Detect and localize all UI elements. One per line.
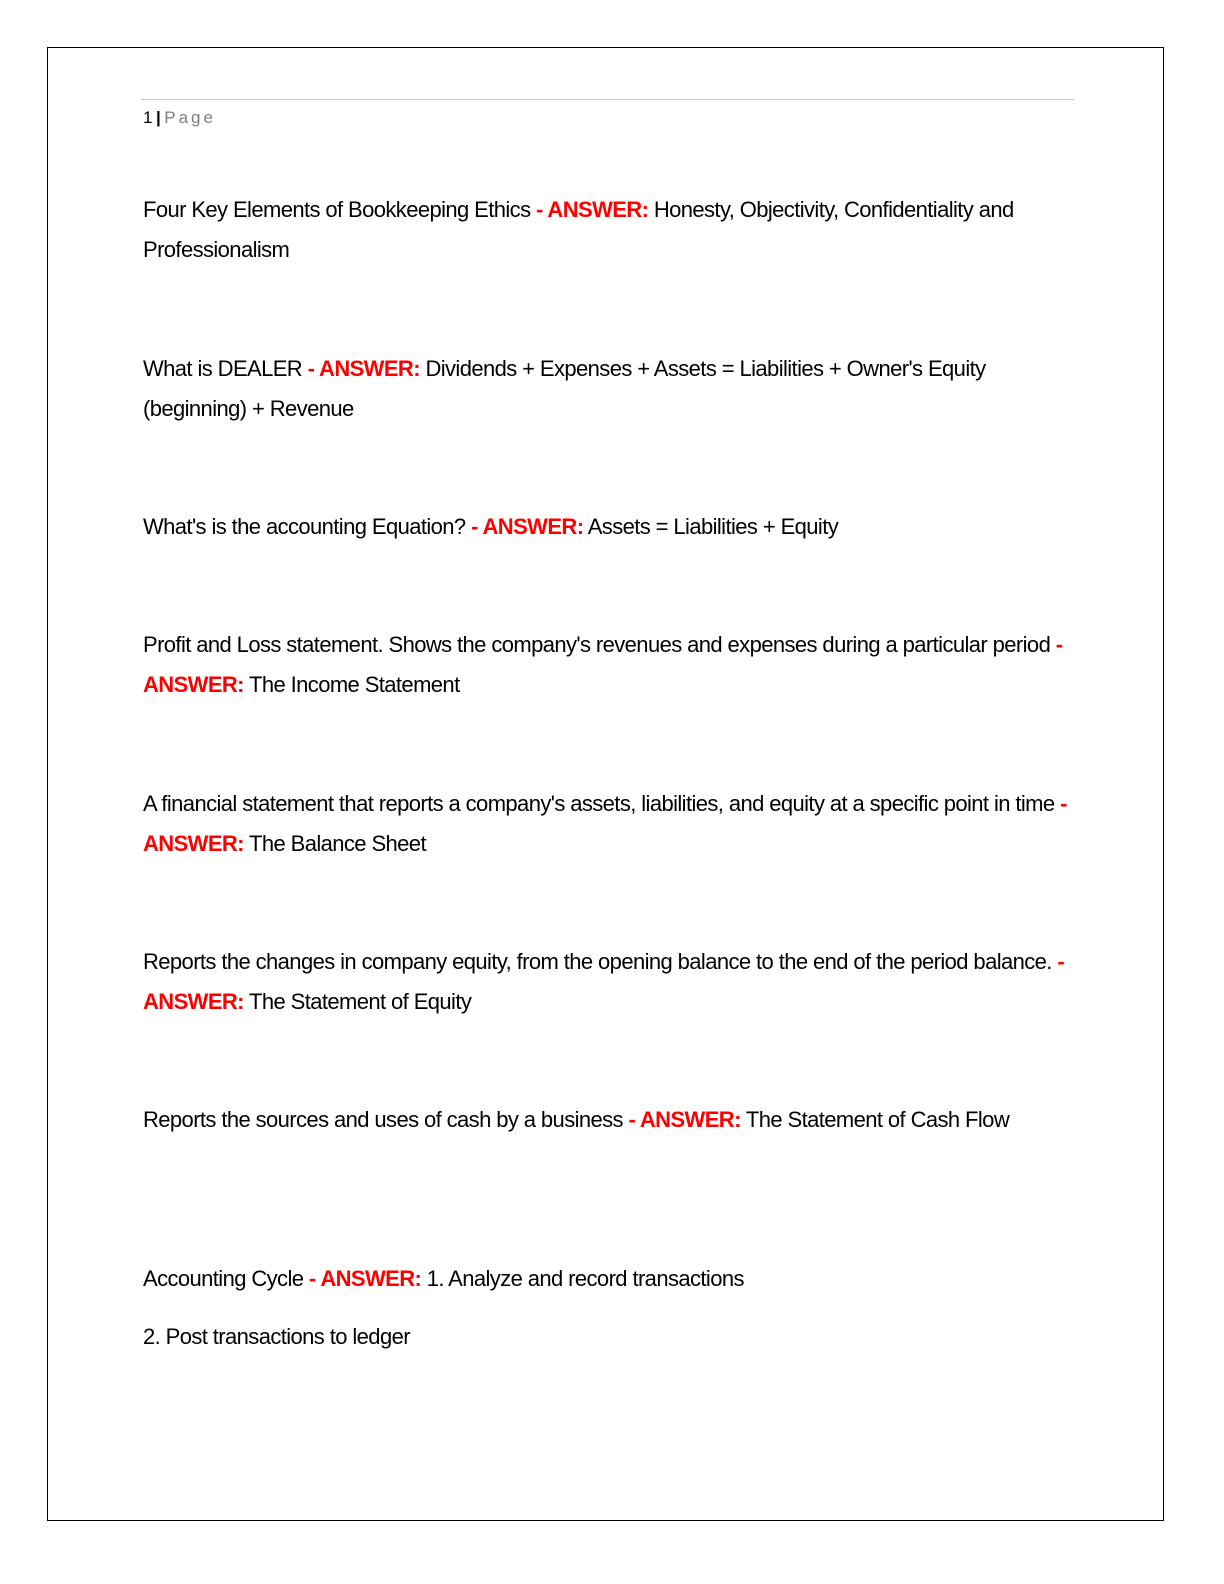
qa-item xyxy=(143,190,1093,270)
answer-label: - ANSWER: xyxy=(307,356,420,381)
answer-text: The Income Statement xyxy=(243,672,460,697)
question-text: A financial statement that reports a company's assets, liabilities, and equity at a specific point in time xyxy=(143,791,1061,816)
answer-text: Dividends + Expenses + Assets = Liabilities + Owner's Equity (beginning) + Revenue xyxy=(143,356,986,421)
page-number-separator: | xyxy=(155,108,162,127)
qa-item xyxy=(143,349,1093,429)
question-text: Accounting Cycle xyxy=(143,1266,309,1291)
answer-text: The Balance Sheet xyxy=(243,831,426,856)
answer-text: Honesty, Objectivity, Confidentiality and Professionalism xyxy=(143,197,1014,262)
qa-item xyxy=(143,942,1093,1022)
answer-label: - ANSWER: xyxy=(308,1266,422,1291)
question-text: Reports the changes in company equity, from the opening balance to the end of the period balance. xyxy=(143,949,1058,974)
question-text: Reports the sources and uses of cash by a business xyxy=(143,1107,629,1132)
qa-item xyxy=(143,784,1093,864)
qa-item xyxy=(143,1259,1093,1357)
answer-label: - ANSWER: xyxy=(536,197,649,222)
answer-label: - ANSWER: xyxy=(143,949,1065,1014)
answer-label: - ANSWER: xyxy=(471,514,584,539)
answer-label: - ANSWER: xyxy=(143,791,1067,856)
qa-item xyxy=(143,625,1093,705)
qa-item xyxy=(143,507,1093,547)
qa-item xyxy=(143,1100,1093,1140)
question-text: What's is the accounting Equation? xyxy=(143,514,472,539)
answer-text: The Statement of Cash Flow xyxy=(740,1107,1010,1132)
question-text: What is DEALER xyxy=(143,356,308,381)
question-text: Four Key Elements of Bookkeeping Ethics xyxy=(143,197,536,222)
answer-text: The Statement of Equity xyxy=(243,989,472,1014)
header-rule xyxy=(141,99,1074,100)
answer-continuation: 2. Post transactions to ledger xyxy=(143,1324,410,1349)
page-number-header xyxy=(143,106,216,130)
answer-label: - ANSWER: xyxy=(628,1107,741,1132)
answer-text: 1. Analyze and record transactions xyxy=(421,1266,744,1291)
page-number: 1 xyxy=(143,108,153,127)
answer-label: - ANSWER: xyxy=(143,632,1063,697)
question-text: Profit and Loss statement. Shows the company's revenues and expenses during a particular period xyxy=(143,632,1056,657)
answer-text: Assets = Liabilities + Equity xyxy=(583,514,839,539)
page-label: Page xyxy=(164,108,216,127)
